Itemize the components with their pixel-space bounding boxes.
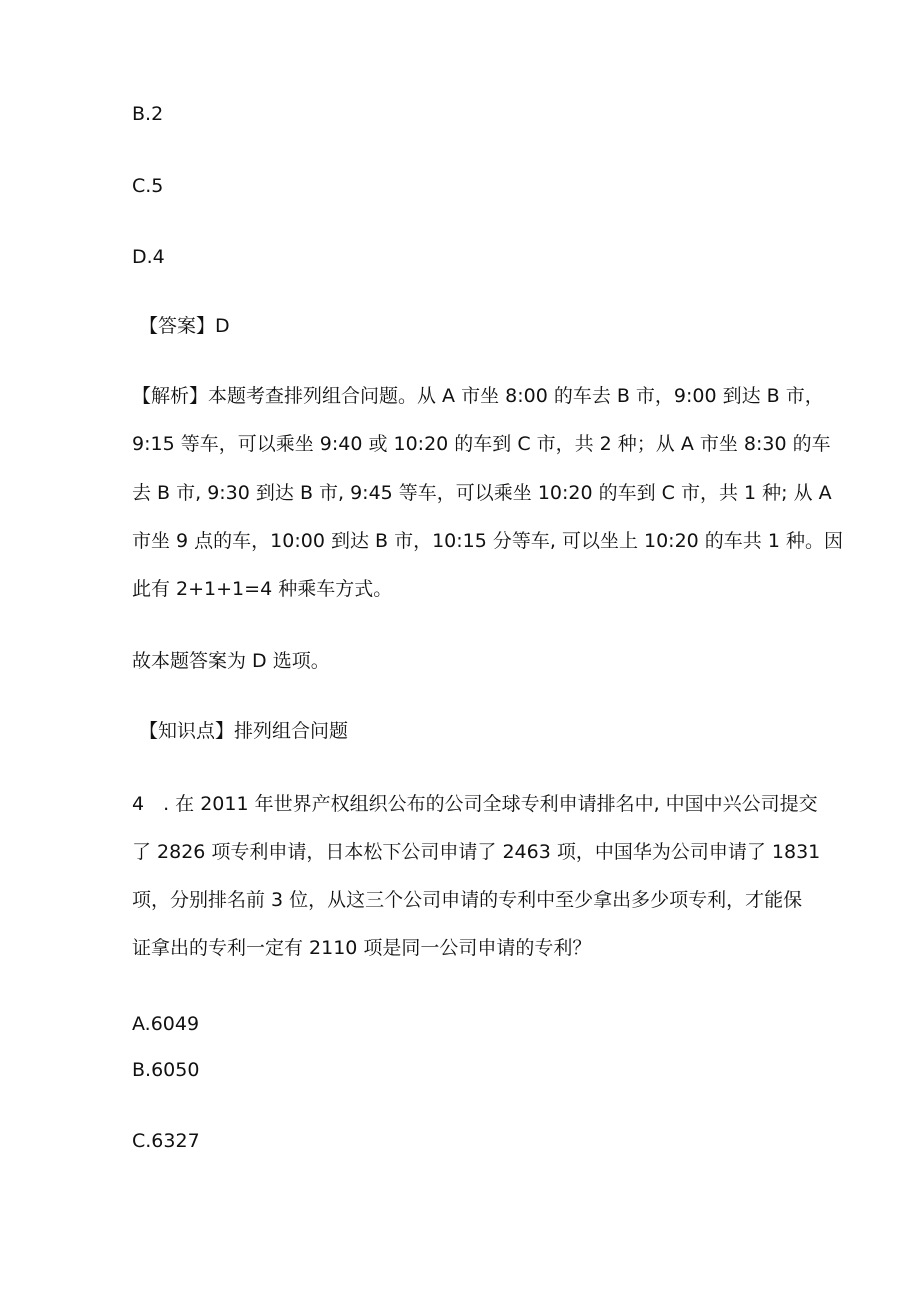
option-c: C.5	[132, 175, 164, 197]
option-a: A.6049	[132, 1013, 200, 1035]
conclusion-line: 故本题答案为 D 选项。	[132, 650, 330, 672]
option-b: B.6050	[132, 1059, 200, 1081]
analysis-line: 市坐 9 点的车，10:00 到达 B 市，10:15 分等车, 可以坐上 10:20 的车共 1 种。因	[132, 530, 843, 552]
question-line: 证拿出的专利一定有 2110 项是同一公司申请的专利？	[132, 937, 592, 959]
option-d: D.4	[132, 246, 165, 268]
analysis-line: 去 B 市, 9:30 到达 B 市, 9:45 等车，可以乘坐 10:20 的车到 C 市，共 1 种; 从 A	[132, 482, 832, 504]
answer-line: 【答案】D	[139, 315, 230, 337]
option-b: B.2	[132, 103, 164, 125]
question-line: 4 . 在 2011 年世界产权组织公布的公司全球专利申请排名中, 中国中兴公司提交	[132, 793, 818, 815]
analysis-line: 9:15 等车，可以乘坐 9:40 或 10:20 的车到 C 市，共 2 种；从 A 市坐 8:30 的车	[132, 433, 831, 455]
question-line: 项，分别排名前 3 位，从这三个公司申请的专利中至少拿出多少项专利，才能保	[132, 889, 803, 911]
knowledge-point: 【知识点】排列组合问题	[139, 720, 349, 742]
analysis-line: 此有 2+1+1=4 种乘车方式。	[132, 578, 393, 600]
question-line: 了 2826 项专利申请，日本松下公司申请了 2463 项，中国华为公司申请了 1831	[132, 841, 821, 863]
option-c: C.6327	[132, 1130, 200, 1152]
analysis-line: 【解析】本题考查排列组合问题。从 A 市坐 8:00 的车去 B 市，9:00 到达 B 市，	[132, 385, 824, 407]
